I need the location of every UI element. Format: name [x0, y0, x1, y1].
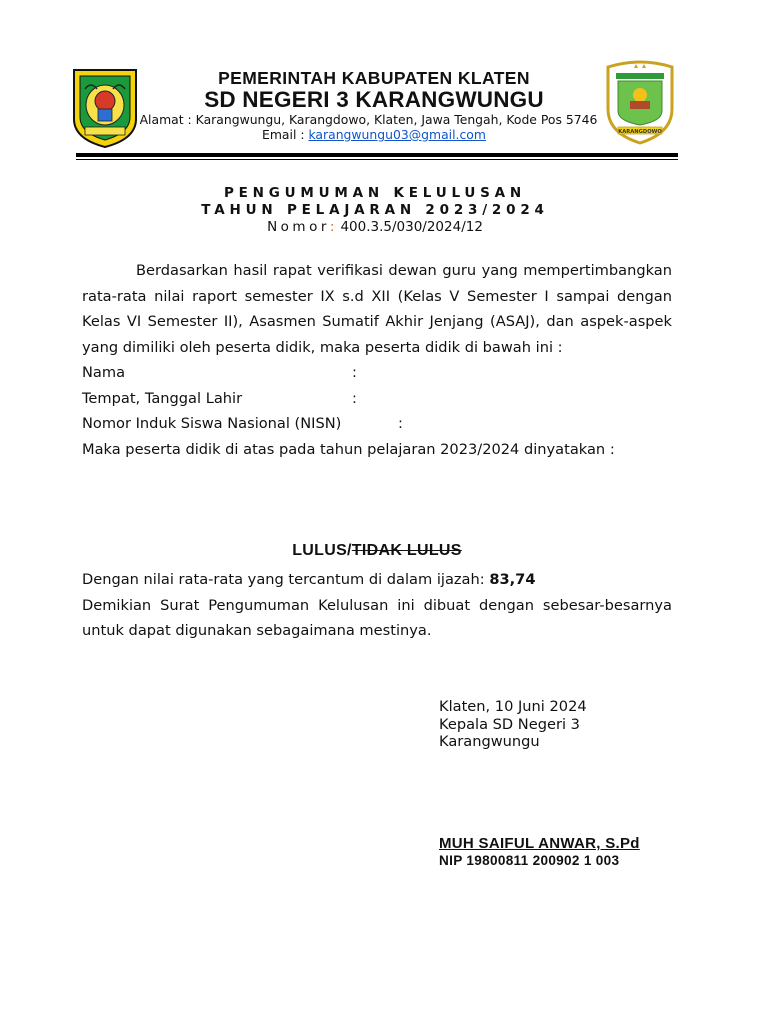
signer-position-line2: Karangwungu: [439, 733, 540, 750]
signer-position-line1: Kepala SD Negeri 3: [439, 715, 580, 733]
status-fail-struck: TIDAK LULUS: [351, 542, 462, 559]
badge-caption: KARANGDOWO: [618, 129, 662, 135]
intro-paragraph: Berdasarkan hasil rapat verifikasi dewan guru yang mempertimbangkan rata-rata nilai raport semester IX s.d XII (Kelas V Semester I sampai dengan Kelas VI Semester II), Asasmen Sumatif Akhir Jenjang (ASAJ), dan aspek-aspek yang dimiliki oleh peserta didik, maka peserta didik di bawah ini :: [82, 262, 672, 356]
field-name-row: [82, 360, 672, 386]
place-date: Klaten, 10 Juni 2024: [439, 698, 587, 715]
klaten-regency-emblem-icon: [71, 67, 139, 149]
field-nisn-colon: :: [398, 415, 403, 432]
government-name: PEMERINTAH KABUPATEN KLATEN: [218, 68, 530, 88]
grade-line: [82, 567, 672, 593]
field-nisn-label: Nomor Induk Siswa Nasional (NISN): [82, 415, 342, 432]
email-label: Email :: [262, 127, 309, 142]
announcement-title: PENGUMUMAN KELULUSAN: [223, 185, 527, 201]
status-pass: LULUS/: [292, 542, 352, 559]
sd-negeri-3-karangwungu-badge-icon: [604, 59, 676, 147]
nomor-label: Nomor: [267, 219, 330, 235]
closing-paragraph: Demikian Surat Pengumuman Kelulusan ini dibuat dengan sebesar-besarnya untuk dapat digunakan sebagaimana mestinya.: [82, 596, 672, 639]
announcement-body: [82, 258, 672, 462]
declared-paragraph: Maka peserta didik di atas pada tahun pelajaran 2023/2024 dinyatakan :: [82, 440, 615, 458]
graduation-status: [82, 542, 672, 560]
field-name-label: Nama: [82, 364, 126, 381]
grade-value: 83,74: [489, 571, 536, 588]
school-address: Alamat : Karangwungu, Karangdowo, Klaten, Jawa Tengah, Kode Pos 5746: [139, 112, 598, 127]
signer-name: MUH SAIFUL ANWAR, S.Pd: [439, 835, 640, 852]
nomor-value: 400.3.5/030/2024/12: [340, 219, 483, 235]
field-birth-colon: :: [352, 389, 357, 407]
field-nisn-row: [82, 411, 672, 437]
academic-year-title: TAHUN PELAJARAN 2023/2024: [201, 202, 549, 218]
nomor-colon: :: [329, 219, 335, 235]
email-link[interactable]: karangwungu03@gmail.com: [308, 127, 486, 142]
letterhead-divider-thin: [76, 159, 678, 160]
signature-block: [439, 698, 679, 751]
school-email-line: [150, 127, 598, 142]
school-name: SD NEGERI 3 KARANGWUNGU: [204, 87, 544, 112]
signer-nip: NIP 19800811 200902 1 003: [439, 853, 620, 868]
field-name-colon: :: [352, 364, 357, 381]
letter-number: [80, 219, 670, 235]
letterhead-divider-thick: [76, 153, 678, 157]
field-birth-row: [82, 386, 672, 412]
field-birth-label: Tempat, Tanggal Lahir: [82, 389, 243, 407]
grade-text: Dengan nilai rata-rata yang tercantum di dalam ijazah:: [82, 571, 490, 588]
announcement-body-closing: [82, 567, 672, 644]
